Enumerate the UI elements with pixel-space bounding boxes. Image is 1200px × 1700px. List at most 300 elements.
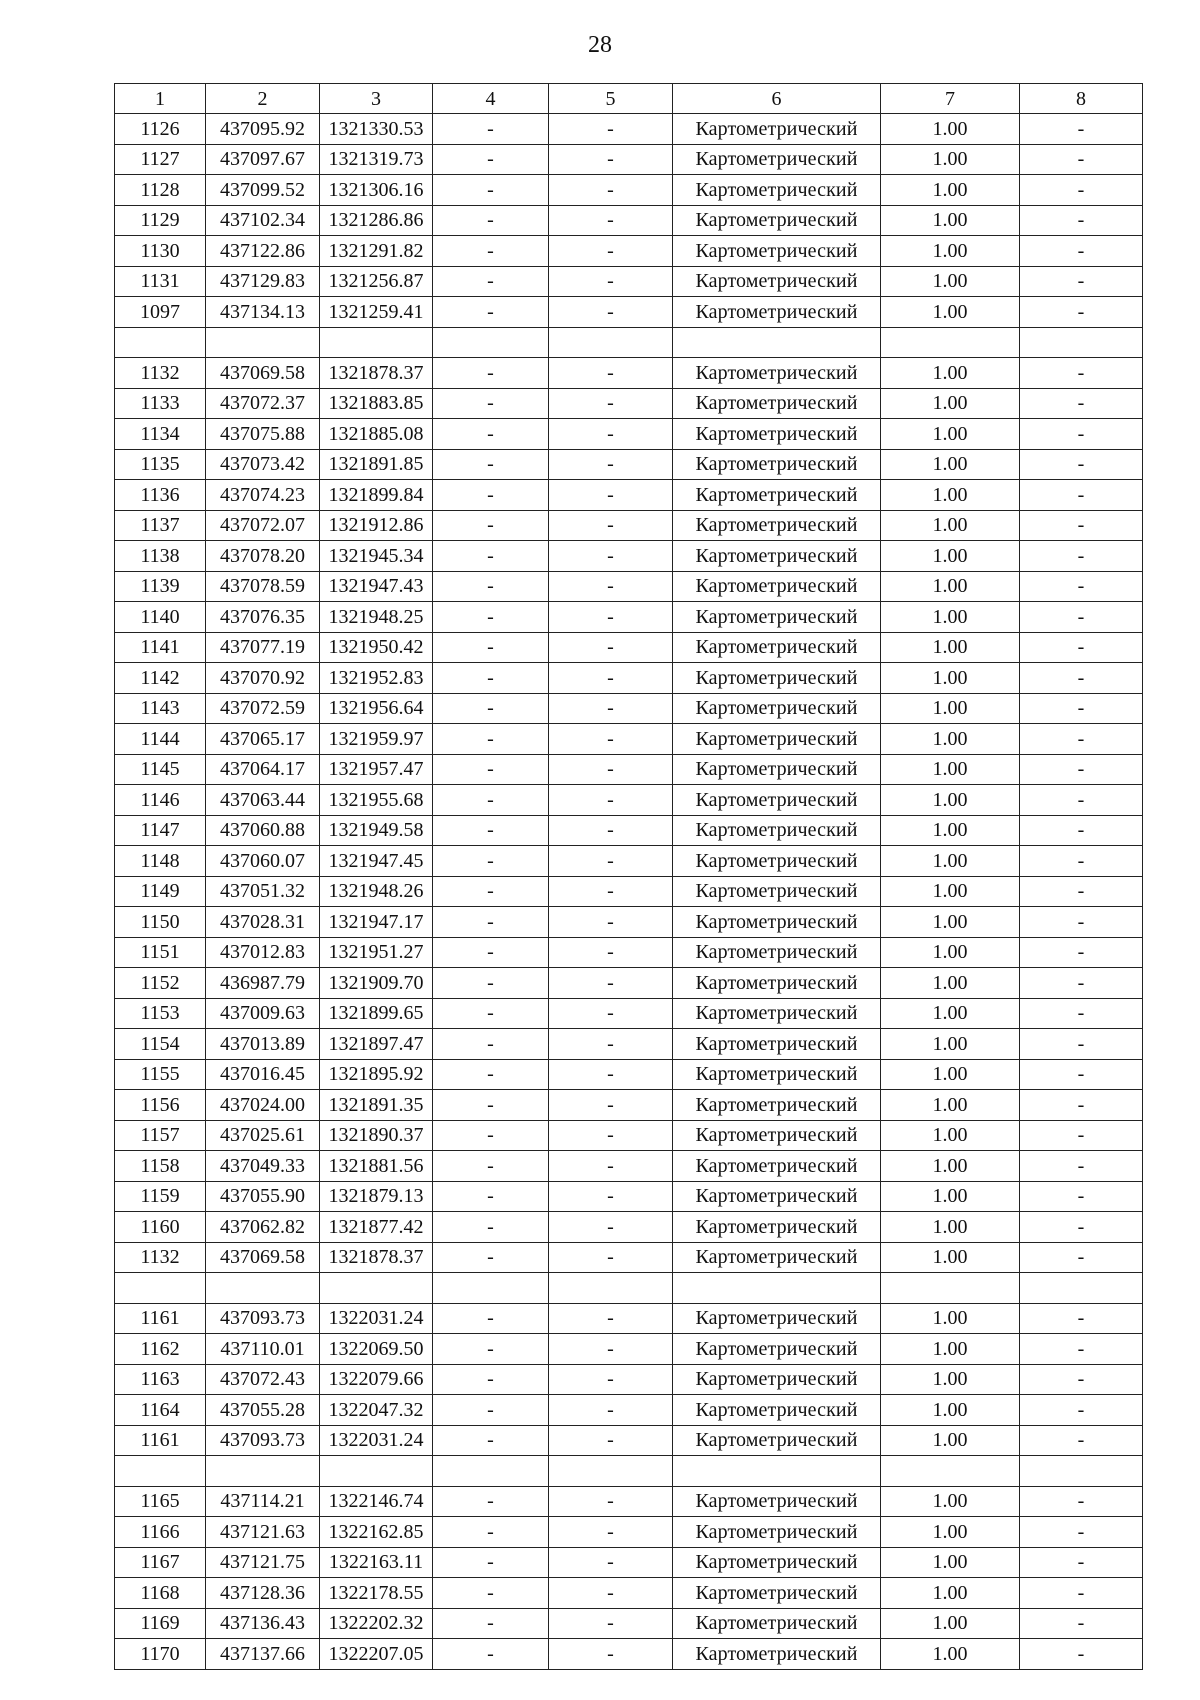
column-5-cell: - <box>549 632 673 663</box>
method-cell: Картометрический <box>673 1242 881 1273</box>
precision-cell: 1.00 <box>881 1608 1020 1639</box>
method-cell: Картометрический <box>673 785 881 816</box>
column-4-cell <box>433 1456 549 1487</box>
table-row <box>115 510 1143 541</box>
table-row <box>115 1639 1143 1670</box>
column-5-cell: - <box>549 510 673 541</box>
point-number-cell: 1144 <box>115 724 206 755</box>
column-4-cell: - <box>433 1059 549 1090</box>
point-number-cell: 1126 <box>115 114 206 145</box>
column-5-cell: - <box>549 297 673 328</box>
method-cell: Картометрический <box>673 1364 881 1395</box>
point-number-cell: 1170 <box>115 1639 206 1670</box>
column-8-cell: - <box>1020 358 1143 389</box>
table-row <box>115 754 1143 785</box>
column-8-cell: - <box>1020 449 1143 480</box>
column-4-cell: - <box>433 907 549 938</box>
x-coordinate-cell: 437016.45 <box>206 1059 320 1090</box>
x-coordinate-cell: 437114.21 <box>206 1486 320 1517</box>
y-coordinate-cell: 1321879.13 <box>320 1181 433 1212</box>
column-5-cell: - <box>549 1151 673 1182</box>
table-row <box>115 1425 1143 1456</box>
precision-cell: 1.00 <box>881 1120 1020 1151</box>
table-row <box>115 1242 1143 1273</box>
column-8-cell: - <box>1020 602 1143 633</box>
y-coordinate-cell: 1321947.17 <box>320 907 433 938</box>
y-coordinate-cell: 1321950.42 <box>320 632 433 663</box>
column-header: 6 <box>673 84 881 114</box>
method-cell: Картометрический <box>673 1425 881 1456</box>
column-8-cell: - <box>1020 785 1143 816</box>
method-cell: Картометрический <box>673 1639 881 1670</box>
precision-cell: 1.00 <box>881 1334 1020 1365</box>
column-8-cell: - <box>1020 968 1143 999</box>
column-5-cell: - <box>549 480 673 511</box>
column-8-cell: - <box>1020 1547 1143 1578</box>
column-4-cell: - <box>433 266 549 297</box>
y-coordinate-cell: 1321947.43 <box>320 571 433 602</box>
y-coordinate-cell: 1322202.32 <box>320 1608 433 1639</box>
table-row <box>115 1578 1143 1609</box>
x-coordinate-cell: 437051.32 <box>206 876 320 907</box>
column-5-cell: - <box>549 1303 673 1334</box>
x-coordinate-cell: 437065.17 <box>206 724 320 755</box>
precision-cell: 1.00 <box>881 907 1020 938</box>
column-4-cell: - <box>433 1517 549 1548</box>
point-number-cell: 1154 <box>115 1029 206 1060</box>
y-coordinate-cell: 1321330.53 <box>320 114 433 145</box>
table-row <box>115 114 1143 145</box>
table-row <box>115 1303 1143 1334</box>
x-coordinate-cell: 437060.88 <box>206 815 320 846</box>
method-cell: Картометрический <box>673 876 881 907</box>
column-4-cell: - <box>433 480 549 511</box>
table-row <box>115 205 1143 236</box>
table-row <box>115 1181 1143 1212</box>
x-coordinate-cell: 437055.28 <box>206 1395 320 1426</box>
x-coordinate-cell: 437073.42 <box>206 449 320 480</box>
x-coordinate-cell: 437076.35 <box>206 602 320 633</box>
column-8-cell: - <box>1020 754 1143 785</box>
method-cell: Картометрический <box>673 358 881 389</box>
table-row <box>115 693 1143 724</box>
column-4-cell: - <box>433 754 549 785</box>
method-cell: Картометрический <box>673 1486 881 1517</box>
x-coordinate-cell: 437110.01 <box>206 1334 320 1365</box>
y-coordinate-cell: 1321952.83 <box>320 663 433 694</box>
table-row <box>115 175 1143 206</box>
column-4-cell: - <box>433 1181 549 1212</box>
precision-cell: 1.00 <box>881 480 1020 511</box>
y-coordinate-cell <box>320 327 433 358</box>
method-cell: Картометрический <box>673 1608 881 1639</box>
column-8-cell: - <box>1020 907 1143 938</box>
method-cell: Картометрический <box>673 571 881 602</box>
column-5-cell <box>549 1456 673 1487</box>
column-8-cell: - <box>1020 1608 1143 1639</box>
column-4-cell <box>433 327 549 358</box>
y-coordinate-cell: 1322069.50 <box>320 1334 433 1365</box>
method-cell: Картометрический <box>673 1395 881 1426</box>
precision-cell <box>881 1456 1020 1487</box>
table-row <box>115 968 1143 999</box>
x-coordinate-cell: 437121.75 <box>206 1547 320 1578</box>
method-cell: Картометрический <box>673 1151 881 1182</box>
precision-cell: 1.00 <box>881 1578 1020 1609</box>
x-coordinate-cell: 437063.44 <box>206 785 320 816</box>
x-coordinate-cell: 437128.36 <box>206 1578 320 1609</box>
x-coordinate-cell: 437097.67 <box>206 144 320 175</box>
method-cell: Картометрический <box>673 1578 881 1609</box>
table-row <box>115 419 1143 450</box>
table-row <box>115 663 1143 694</box>
column-8-cell: - <box>1020 1303 1143 1334</box>
column-8-cell: - <box>1020 1425 1143 1456</box>
column-4-cell: - <box>433 663 549 694</box>
point-number-cell: 1132 <box>115 1242 206 1273</box>
x-coordinate-cell: 437069.58 <box>206 1242 320 1273</box>
column-5-cell: - <box>549 724 673 755</box>
y-coordinate-cell: 1321897.47 <box>320 1029 433 1060</box>
precision-cell: 1.00 <box>881 754 1020 785</box>
column-5-cell: - <box>549 663 673 694</box>
column-8-cell: - <box>1020 632 1143 663</box>
column-8-cell: - <box>1020 205 1143 236</box>
method-cell: Картометрический <box>673 724 881 755</box>
point-number-cell: 1168 <box>115 1578 206 1609</box>
precision-cell: 1.00 <box>881 358 1020 389</box>
table-row <box>115 1059 1143 1090</box>
y-coordinate-cell <box>320 1273 433 1304</box>
column-header: 8 <box>1020 84 1143 114</box>
x-coordinate-cell <box>206 1456 320 1487</box>
x-coordinate-cell: 437025.61 <box>206 1120 320 1151</box>
y-coordinate-cell: 1321959.97 <box>320 724 433 755</box>
x-coordinate-cell: 437074.23 <box>206 480 320 511</box>
column-5-cell: - <box>549 1120 673 1151</box>
y-coordinate-cell: 1321881.56 <box>320 1151 433 1182</box>
column-5-cell: - <box>549 815 673 846</box>
y-coordinate-cell: 1321947.45 <box>320 846 433 877</box>
point-number-cell: 1128 <box>115 175 206 206</box>
point-number-cell: 1142 <box>115 663 206 694</box>
x-coordinate-cell: 437136.43 <box>206 1608 320 1639</box>
x-coordinate-cell: 437099.52 <box>206 175 320 206</box>
precision-cell: 1.00 <box>881 1639 1020 1670</box>
column-5-cell: - <box>549 541 673 572</box>
table-row <box>115 1547 1143 1578</box>
table-row <box>115 571 1143 602</box>
column-4-cell: - <box>433 297 549 328</box>
point-number-cell: 1139 <box>115 571 206 602</box>
column-5-cell: - <box>549 1639 673 1670</box>
precision-cell: 1.00 <box>881 1303 1020 1334</box>
precision-cell <box>881 1273 1020 1304</box>
column-8-cell: - <box>1020 388 1143 419</box>
precision-cell: 1.00 <box>881 602 1020 633</box>
table-row <box>115 602 1143 633</box>
table-row <box>115 1517 1143 1548</box>
point-number-cell: 1161 <box>115 1303 206 1334</box>
column-4-cell: - <box>433 358 549 389</box>
column-8-cell: - <box>1020 1395 1143 1426</box>
method-cell: Картометрический <box>673 693 881 724</box>
column-4-cell: - <box>433 1151 549 1182</box>
method-cell: Картометрический <box>673 602 881 633</box>
column-4-cell: - <box>433 998 549 1029</box>
column-5-cell: - <box>549 846 673 877</box>
column-8-cell: - <box>1020 1639 1143 1670</box>
point-number-cell: 1137 <box>115 510 206 541</box>
table-row <box>115 724 1143 755</box>
point-number-cell: 1140 <box>115 602 206 633</box>
column-4-cell: - <box>433 724 549 755</box>
x-coordinate-cell: 437137.66 <box>206 1639 320 1670</box>
x-coordinate-cell: 437095.92 <box>206 114 320 145</box>
x-coordinate-cell: 437070.92 <box>206 663 320 694</box>
column-4-cell: - <box>433 541 549 572</box>
point-number-cell: 1169 <box>115 1608 206 1639</box>
column-5-cell: - <box>549 1425 673 1456</box>
column-5-cell: - <box>549 205 673 236</box>
x-coordinate-cell: 437049.33 <box>206 1151 320 1182</box>
method-cell: Картометрический <box>673 754 881 785</box>
y-coordinate-cell: 1321885.08 <box>320 419 433 450</box>
page-number: 28 <box>588 32 612 58</box>
y-coordinate-cell: 1322178.55 <box>320 1578 433 1609</box>
x-coordinate-cell <box>206 1273 320 1304</box>
column-8-cell: - <box>1020 1029 1143 1060</box>
precision-cell: 1.00 <box>881 663 1020 694</box>
method-cell: Картометрический <box>673 1303 881 1334</box>
precision-cell: 1.00 <box>881 1151 1020 1182</box>
column-5-cell: - <box>549 1242 673 1273</box>
y-coordinate-cell: 1321955.68 <box>320 785 433 816</box>
y-coordinate-cell: 1321909.70 <box>320 968 433 999</box>
column-8-cell: - <box>1020 541 1143 572</box>
x-coordinate-cell: 437013.89 <box>206 1029 320 1060</box>
table-row <box>115 998 1143 1029</box>
table-row <box>115 785 1143 816</box>
y-coordinate-cell: 1321306.16 <box>320 175 433 206</box>
point-number-cell: 1160 <box>115 1212 206 1243</box>
column-8-cell: - <box>1020 937 1143 968</box>
column-5-cell: - <box>549 1090 673 1121</box>
column-4-cell: - <box>433 1425 549 1456</box>
point-number-cell: 1127 <box>115 144 206 175</box>
table-row <box>115 480 1143 511</box>
column-4-cell: - <box>433 510 549 541</box>
method-cell: Картометрический <box>673 1120 881 1151</box>
column-5-cell: - <box>549 1334 673 1365</box>
x-coordinate-cell: 437072.43 <box>206 1364 320 1395</box>
column-5-cell: - <box>549 1029 673 1060</box>
x-coordinate-cell: 437069.58 <box>206 358 320 389</box>
column-4-cell: - <box>433 1486 549 1517</box>
table-row <box>115 937 1143 968</box>
method-cell: Картометрический <box>673 968 881 999</box>
x-coordinate-cell: 437075.88 <box>206 419 320 450</box>
column-4-cell: - <box>433 815 549 846</box>
table-row <box>115 1120 1143 1151</box>
point-number-cell: 1132 <box>115 358 206 389</box>
point-number-cell: 1150 <box>115 907 206 938</box>
precision-cell: 1.00 <box>881 1486 1020 1517</box>
point-number-cell: 1161 <box>115 1425 206 1456</box>
precision-cell: 1.00 <box>881 693 1020 724</box>
column-8-cell: - <box>1020 846 1143 877</box>
precision-cell: 1.00 <box>881 846 1020 877</box>
point-number-cell: 1141 <box>115 632 206 663</box>
column-4-cell: - <box>433 114 549 145</box>
column-5-cell: - <box>549 785 673 816</box>
column-8-cell: - <box>1020 1059 1143 1090</box>
column-5-cell: - <box>549 907 673 938</box>
point-number-cell: 1130 <box>115 236 206 267</box>
y-coordinate-cell: 1322207.05 <box>320 1639 433 1670</box>
x-coordinate-cell: 437077.19 <box>206 632 320 663</box>
point-number-cell: 1133 <box>115 388 206 419</box>
column-5-cell: - <box>549 998 673 1029</box>
column-5-cell: - <box>549 1364 673 1395</box>
y-coordinate-cell: 1321259.41 <box>320 297 433 328</box>
y-coordinate-cell: 1322031.24 <box>320 1303 433 1334</box>
y-coordinate-cell: 1321949.58 <box>320 815 433 846</box>
method-cell: Картометрический <box>673 266 881 297</box>
x-coordinate-cell: 437122.86 <box>206 236 320 267</box>
y-coordinate-cell: 1321878.37 <box>320 1242 433 1273</box>
column-8-cell <box>1020 327 1143 358</box>
precision-cell: 1.00 <box>881 449 1020 480</box>
precision-cell: 1.00 <box>881 297 1020 328</box>
x-coordinate-cell: 437064.17 <box>206 754 320 785</box>
method-cell: Картометрический <box>673 114 881 145</box>
table-row <box>115 297 1143 328</box>
x-coordinate-cell: 437102.34 <box>206 205 320 236</box>
column-4-cell: - <box>433 1090 549 1121</box>
precision-cell: 1.00 <box>881 175 1020 206</box>
column-5-cell: - <box>549 175 673 206</box>
column-8-cell: - <box>1020 571 1143 602</box>
point-number-cell: 1146 <box>115 785 206 816</box>
column-8-cell: - <box>1020 266 1143 297</box>
table-row <box>115 388 1143 419</box>
point-number-cell: 1163 <box>115 1364 206 1395</box>
y-coordinate-cell: 1321957.47 <box>320 754 433 785</box>
column-4-cell: - <box>433 1303 549 1334</box>
column-5-cell: - <box>549 1395 673 1426</box>
column-header: 3 <box>320 84 433 114</box>
method-cell: Картометрический <box>673 175 881 206</box>
column-header: 2 <box>206 84 320 114</box>
precision-cell: 1.00 <box>881 968 1020 999</box>
column-8-cell <box>1020 1456 1143 1487</box>
column-5-cell: - <box>549 144 673 175</box>
column-4-cell: - <box>433 175 549 206</box>
x-coordinate-cell: 437024.00 <box>206 1090 320 1121</box>
column-5-cell: - <box>549 937 673 968</box>
precision-cell: 1.00 <box>881 1517 1020 1548</box>
column-8-cell: - <box>1020 1578 1143 1609</box>
separator-row <box>115 1273 1143 1304</box>
table-row <box>115 1029 1143 1060</box>
table-row <box>115 876 1143 907</box>
point-number-cell: 1156 <box>115 1090 206 1121</box>
precision-cell: 1.00 <box>881 236 1020 267</box>
column-4-cell: - <box>433 632 549 663</box>
column-8-cell: - <box>1020 510 1143 541</box>
precision-cell: 1.00 <box>881 937 1020 968</box>
column-4-cell: - <box>433 144 549 175</box>
column-5-cell: - <box>549 1608 673 1639</box>
point-number-cell: 1136 <box>115 480 206 511</box>
table-row <box>115 144 1143 175</box>
precision-cell: 1.00 <box>881 510 1020 541</box>
table-row <box>115 1395 1143 1426</box>
method-cell: Картометрический <box>673 510 881 541</box>
y-coordinate-cell: 1322047.32 <box>320 1395 433 1426</box>
column-8-cell: - <box>1020 815 1143 846</box>
y-coordinate-cell: 1322162.85 <box>320 1517 433 1548</box>
column-header: 7 <box>881 84 1020 114</box>
column-8-cell <box>1020 1273 1143 1304</box>
point-number-cell: 1159 <box>115 1181 206 1212</box>
column-8-cell: - <box>1020 236 1143 267</box>
column-8-cell: - <box>1020 1090 1143 1121</box>
column-8-cell: - <box>1020 1242 1143 1273</box>
column-4-cell: - <box>433 1547 549 1578</box>
table-row <box>115 1212 1143 1243</box>
column-5-cell: - <box>549 358 673 389</box>
precision-cell: 1.00 <box>881 266 1020 297</box>
y-coordinate-cell <box>320 1456 433 1487</box>
x-coordinate-cell: 437134.13 <box>206 297 320 328</box>
point-number-cell: 1147 <box>115 815 206 846</box>
precision-cell: 1.00 <box>881 388 1020 419</box>
column-4-cell: - <box>433 937 549 968</box>
column-8-cell: - <box>1020 693 1143 724</box>
table-row <box>115 815 1143 846</box>
column-4-cell: - <box>433 1395 549 1426</box>
y-coordinate-cell: 1321945.34 <box>320 541 433 572</box>
precision-cell <box>881 327 1020 358</box>
point-number-cell: 1129 <box>115 205 206 236</box>
method-cell <box>673 327 881 358</box>
point-number-cell: 1164 <box>115 1395 206 1426</box>
table-row <box>115 236 1143 267</box>
column-5-cell <box>549 327 673 358</box>
table-row <box>115 541 1143 572</box>
y-coordinate-cell: 1322163.11 <box>320 1547 433 1578</box>
point-number-cell <box>115 1456 206 1487</box>
precision-cell: 1.00 <box>881 205 1020 236</box>
method-cell: Картометрический <box>673 449 881 480</box>
column-5-cell: - <box>549 754 673 785</box>
table-body <box>115 114 1143 1670</box>
column-5-cell: - <box>549 1059 673 1090</box>
column-4-cell: - <box>433 602 549 633</box>
point-number-cell: 1135 <box>115 449 206 480</box>
x-coordinate-cell: 437129.83 <box>206 266 320 297</box>
column-8-cell: - <box>1020 1486 1143 1517</box>
x-coordinate-cell: 437093.73 <box>206 1425 320 1456</box>
point-number-cell: 1162 <box>115 1334 206 1365</box>
method-cell: Картометрический <box>673 1059 881 1090</box>
y-coordinate-cell: 1321948.25 <box>320 602 433 633</box>
column-4-cell: - <box>433 968 549 999</box>
table-row <box>115 358 1143 389</box>
method-cell: Картометрический <box>673 541 881 572</box>
